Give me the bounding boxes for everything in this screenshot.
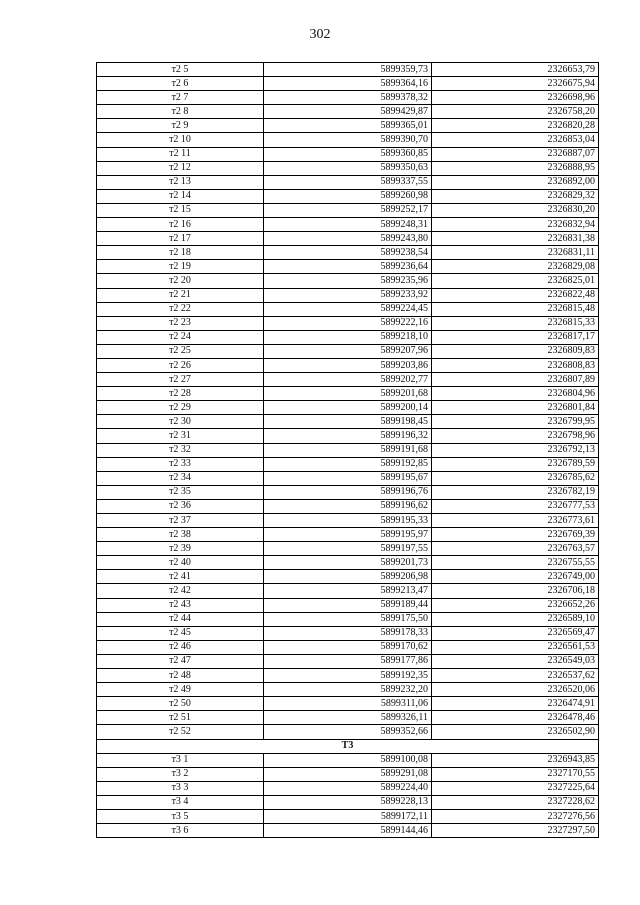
x-coordinate-cell: 5899364,16 <box>264 77 432 91</box>
x-coordinate-cell: 5899378,32 <box>264 91 432 105</box>
y-coordinate-cell: 2326561,53 <box>432 640 599 654</box>
table-row <box>97 795 599 809</box>
point-name-cell: т2 33 <box>97 457 264 471</box>
x-coordinate-cell: 5899218,10 <box>264 330 432 344</box>
point-name-cell: т2 29 <box>97 401 264 415</box>
coordinates-table-body <box>97 63 599 838</box>
point-name-cell: т2 8 <box>97 105 264 119</box>
x-coordinate-cell: 5899203,86 <box>264 358 432 372</box>
y-coordinate-cell: 2326832,94 <box>432 218 599 232</box>
table-row <box>97 161 599 175</box>
x-coordinate-cell: 5899200,14 <box>264 401 432 415</box>
x-coordinate-cell: 5899390,70 <box>264 133 432 147</box>
y-coordinate-cell: 2326815,48 <box>432 302 599 316</box>
y-coordinate-cell: 2327228,62 <box>432 795 599 809</box>
y-coordinate-cell: 2326763,57 <box>432 542 599 556</box>
table-row <box>97 203 599 217</box>
y-coordinate-cell: 2326804,96 <box>432 387 599 401</box>
x-coordinate-cell: 5899235,96 <box>264 274 432 288</box>
y-coordinate-cell: 2326789,59 <box>432 457 599 471</box>
table-row <box>97 274 599 288</box>
table-row <box>97 824 599 838</box>
point-name-cell: т3 2 <box>97 767 264 781</box>
table-row <box>97 260 599 274</box>
y-coordinate-cell: 2326815,33 <box>432 316 599 330</box>
point-name-cell: т3 6 <box>97 824 264 838</box>
x-coordinate-cell: 5899195,97 <box>264 528 432 542</box>
point-name-cell: т2 24 <box>97 330 264 344</box>
y-coordinate-cell: 2326755,55 <box>432 556 599 570</box>
point-name-cell: т2 49 <box>97 683 264 697</box>
y-coordinate-cell: 2326798,96 <box>432 429 599 443</box>
x-coordinate-cell: 5899233,92 <box>264 288 432 302</box>
table-row <box>97 443 599 457</box>
point-name-cell: т2 21 <box>97 288 264 302</box>
x-coordinate-cell: 5899189,44 <box>264 598 432 612</box>
y-coordinate-cell: 2326853,04 <box>432 133 599 147</box>
x-coordinate-cell: 5899207,96 <box>264 344 432 358</box>
x-coordinate-cell: 5899197,55 <box>264 542 432 556</box>
table-row <box>97 640 599 654</box>
table-row <box>97 711 599 725</box>
y-coordinate-cell: 2326589,10 <box>432 612 599 626</box>
table-row <box>97 77 599 91</box>
table-row <box>97 373 599 387</box>
coordinates-table <box>96 62 599 838</box>
table-row <box>97 358 599 372</box>
table-row <box>97 302 599 316</box>
y-coordinate-cell: 2326782,19 <box>432 485 599 499</box>
x-coordinate-cell: 5899195,33 <box>264 514 432 528</box>
table-row <box>97 753 599 767</box>
table-row <box>97 147 599 161</box>
x-coordinate-cell: 5899232,20 <box>264 683 432 697</box>
x-coordinate-cell: 5899365,01 <box>264 119 432 133</box>
y-coordinate-cell: 2326777,53 <box>432 499 599 513</box>
y-coordinate-cell: 2326537,62 <box>432 669 599 683</box>
table-row <box>97 133 599 147</box>
y-coordinate-cell: 2326792,13 <box>432 443 599 457</box>
table-row <box>97 514 599 528</box>
section-title: Т3 <box>97 739 599 753</box>
point-name-cell: т2 31 <box>97 429 264 443</box>
table-row <box>97 781 599 795</box>
y-coordinate-cell: 2326769,39 <box>432 528 599 542</box>
y-coordinate-cell: 2326549,03 <box>432 654 599 668</box>
x-coordinate-cell: 5899198,45 <box>264 415 432 429</box>
point-name-cell: т2 52 <box>97 725 264 739</box>
table-row <box>97 556 599 570</box>
y-coordinate-cell: 2326822,48 <box>432 288 599 302</box>
y-coordinate-cell: 2326943,85 <box>432 753 599 767</box>
y-coordinate-cell: 2326706,18 <box>432 584 599 598</box>
point-name-cell: т2 27 <box>97 373 264 387</box>
point-name-cell: т2 15 <box>97 203 264 217</box>
x-coordinate-cell: 5899228,13 <box>264 795 432 809</box>
y-coordinate-cell: 2326830,20 <box>432 203 599 217</box>
x-coordinate-cell: 5899350,63 <box>264 161 432 175</box>
x-coordinate-cell: 5899196,62 <box>264 499 432 513</box>
table-row <box>97 809 599 823</box>
page-number: 302 <box>309 27 331 42</box>
y-coordinate-cell: 2327276,56 <box>432 809 599 823</box>
point-name-cell: т2 16 <box>97 218 264 232</box>
x-coordinate-cell: 5899177,86 <box>264 654 432 668</box>
point-name-cell: т2 41 <box>97 570 264 584</box>
table-row <box>97 542 599 556</box>
y-coordinate-cell: 2326808,83 <box>432 358 599 372</box>
table-row <box>97 654 599 668</box>
table-row <box>97 767 599 781</box>
table-row <box>97 429 599 443</box>
y-coordinate-cell: 2326887,07 <box>432 147 599 161</box>
x-coordinate-cell: 5899175,50 <box>264 612 432 626</box>
y-coordinate-cell: 2326675,94 <box>432 77 599 91</box>
table-row <box>97 683 599 697</box>
y-coordinate-cell: 2327170,55 <box>432 767 599 781</box>
table-row <box>97 105 599 119</box>
y-coordinate-cell: 2327297,50 <box>432 824 599 838</box>
table-row <box>97 246 599 260</box>
point-name-cell: т2 12 <box>97 161 264 175</box>
point-name-cell: т3 3 <box>97 781 264 795</box>
point-name-cell: т2 42 <box>97 584 264 598</box>
y-coordinate-cell: 2326829,08 <box>432 260 599 274</box>
point-name-cell: т2 36 <box>97 499 264 513</box>
x-coordinate-cell: 5899195,67 <box>264 471 432 485</box>
x-coordinate-cell: 5899178,33 <box>264 626 432 640</box>
x-coordinate-cell: 5899326,11 <box>264 711 432 725</box>
table-row <box>97 570 599 584</box>
point-name-cell: т2 26 <box>97 358 264 372</box>
point-name-cell: т2 7 <box>97 91 264 105</box>
point-name-cell: т2 38 <box>97 528 264 542</box>
x-coordinate-cell: 5899248,31 <box>264 218 432 232</box>
table-row <box>97 330 599 344</box>
point-name-cell: т2 45 <box>97 626 264 640</box>
point-name-cell: т2 34 <box>97 471 264 485</box>
y-coordinate-cell: 2326829,32 <box>432 189 599 203</box>
x-coordinate-cell: 5899311,06 <box>264 697 432 711</box>
y-coordinate-cell: 2326653,79 <box>432 63 599 77</box>
y-coordinate-cell: 2326569,47 <box>432 626 599 640</box>
x-coordinate-cell: 5899352,66 <box>264 725 432 739</box>
x-coordinate-cell: 5899252,17 <box>264 203 432 217</box>
y-coordinate-cell: 2326652,26 <box>432 598 599 612</box>
point-name-cell: т2 50 <box>97 697 264 711</box>
point-name-cell: т2 28 <box>97 387 264 401</box>
table-row <box>97 63 599 77</box>
point-name-cell: т3 1 <box>97 753 264 767</box>
point-name-cell: т2 10 <box>97 133 264 147</box>
table-row <box>97 485 599 499</box>
y-coordinate-cell: 2326807,89 <box>432 373 599 387</box>
x-coordinate-cell: 5899172,11 <box>264 809 432 823</box>
table-row <box>97 457 599 471</box>
x-coordinate-cell: 5899429,87 <box>264 105 432 119</box>
y-coordinate-cell: 2326820,28 <box>432 119 599 133</box>
point-name-cell: т2 47 <box>97 654 264 668</box>
x-coordinate-cell: 5899337,55 <box>264 175 432 189</box>
x-coordinate-cell: 5899196,32 <box>264 429 432 443</box>
y-coordinate-cell: 2326478,46 <box>432 711 599 725</box>
y-coordinate-cell: 2326817,17 <box>432 330 599 344</box>
y-coordinate-cell: 2326698,96 <box>432 91 599 105</box>
point-name-cell: т2 9 <box>97 119 264 133</box>
x-coordinate-cell: 5899236,64 <box>264 260 432 274</box>
table-row <box>97 499 599 513</box>
point-name-cell: т3 4 <box>97 795 264 809</box>
point-name-cell: т2 14 <box>97 189 264 203</box>
point-name-cell: т2 46 <box>97 640 264 654</box>
point-name-cell: т2 51 <box>97 711 264 725</box>
x-coordinate-cell: 5899196,76 <box>264 485 432 499</box>
point-name-cell: т2 22 <box>97 302 264 316</box>
table-row <box>97 189 599 203</box>
y-coordinate-cell: 2326474,91 <box>432 697 599 711</box>
y-coordinate-cell: 2326758,20 <box>432 105 599 119</box>
point-name-cell: т2 11 <box>97 147 264 161</box>
y-coordinate-cell: 2326520,06 <box>432 683 599 697</box>
point-name-cell: т2 44 <box>97 612 264 626</box>
table-row <box>97 471 599 485</box>
table-row <box>97 232 599 246</box>
point-name-cell: т2 39 <box>97 542 264 556</box>
x-coordinate-cell: 5899260,98 <box>264 189 432 203</box>
point-name-cell: т2 23 <box>97 316 264 330</box>
point-name-cell: т2 20 <box>97 274 264 288</box>
point-name-cell: т2 35 <box>97 485 264 499</box>
table-row <box>97 387 599 401</box>
point-name-cell: т2 30 <box>97 415 264 429</box>
point-name-cell: т2 43 <box>97 598 264 612</box>
x-coordinate-cell: 5899238,54 <box>264 246 432 260</box>
y-coordinate-cell: 2327225,64 <box>432 781 599 795</box>
table-row <box>97 626 599 640</box>
x-coordinate-cell: 5899201,68 <box>264 387 432 401</box>
y-coordinate-cell: 2326892,00 <box>432 175 599 189</box>
table-row <box>97 415 599 429</box>
x-coordinate-cell: 5899224,45 <box>264 302 432 316</box>
y-coordinate-cell: 2326825,01 <box>432 274 599 288</box>
table-row <box>97 288 599 302</box>
point-name-cell: т2 17 <box>97 232 264 246</box>
point-name-cell: т2 40 <box>97 556 264 570</box>
y-coordinate-cell: 2326502,90 <box>432 725 599 739</box>
x-coordinate-cell: 5899144,46 <box>264 824 432 838</box>
table-row <box>97 344 599 358</box>
x-coordinate-cell: 5899191,68 <box>264 443 432 457</box>
y-coordinate-cell: 2326801,84 <box>432 401 599 415</box>
table-row <box>97 528 599 542</box>
y-coordinate-cell: 2326773,61 <box>432 514 599 528</box>
table-row <box>97 316 599 330</box>
x-coordinate-cell: 5899192,85 <box>264 457 432 471</box>
table-row <box>97 669 599 683</box>
table-row <box>97 584 599 598</box>
point-name-cell: т2 32 <box>97 443 264 457</box>
table-row <box>97 697 599 711</box>
x-coordinate-cell: 5899100,08 <box>264 753 432 767</box>
x-coordinate-cell: 5899224,40 <box>264 781 432 795</box>
x-coordinate-cell: 5899243,80 <box>264 232 432 246</box>
point-name-cell: т2 25 <box>97 344 264 358</box>
y-coordinate-cell: 2326749,00 <box>432 570 599 584</box>
table-row <box>97 401 599 415</box>
x-coordinate-cell: 5899206,98 <box>264 570 432 584</box>
x-coordinate-cell: 5899192,35 <box>264 669 432 683</box>
y-coordinate-cell: 2326831,38 <box>432 232 599 246</box>
x-coordinate-cell: 5899359,73 <box>264 63 432 77</box>
point-name-cell: т2 5 <box>97 63 264 77</box>
point-name-cell: т2 48 <box>97 669 264 683</box>
table-row <box>97 598 599 612</box>
x-coordinate-cell: 5899202,77 <box>264 373 432 387</box>
point-name-cell: т2 37 <box>97 514 264 528</box>
x-coordinate-cell: 5899201,73 <box>264 556 432 570</box>
table-row <box>97 119 599 133</box>
x-coordinate-cell: 5899170,62 <box>264 640 432 654</box>
table-row <box>97 175 599 189</box>
point-name-cell: т2 6 <box>97 77 264 91</box>
point-name-cell: т3 5 <box>97 809 264 823</box>
y-coordinate-cell: 2326831,11 <box>432 246 599 260</box>
y-coordinate-cell: 2326888,95 <box>432 161 599 175</box>
section-header-row <box>97 739 599 753</box>
table-row <box>97 725 599 739</box>
point-name-cell: т2 18 <box>97 246 264 260</box>
point-name-cell: т2 19 <box>97 260 264 274</box>
y-coordinate-cell: 2326785,62 <box>432 471 599 485</box>
x-coordinate-cell: 5899360,85 <box>264 147 432 161</box>
y-coordinate-cell: 2326799,95 <box>432 415 599 429</box>
table-row <box>97 612 599 626</box>
table-row <box>97 218 599 232</box>
x-coordinate-cell: 5899213,47 <box>264 584 432 598</box>
x-coordinate-cell: 5899291,08 <box>264 767 432 781</box>
point-name-cell: т2 13 <box>97 175 264 189</box>
table-row <box>97 91 599 105</box>
y-coordinate-cell: 2326809,83 <box>432 344 599 358</box>
x-coordinate-cell: 5899222,16 <box>264 316 432 330</box>
